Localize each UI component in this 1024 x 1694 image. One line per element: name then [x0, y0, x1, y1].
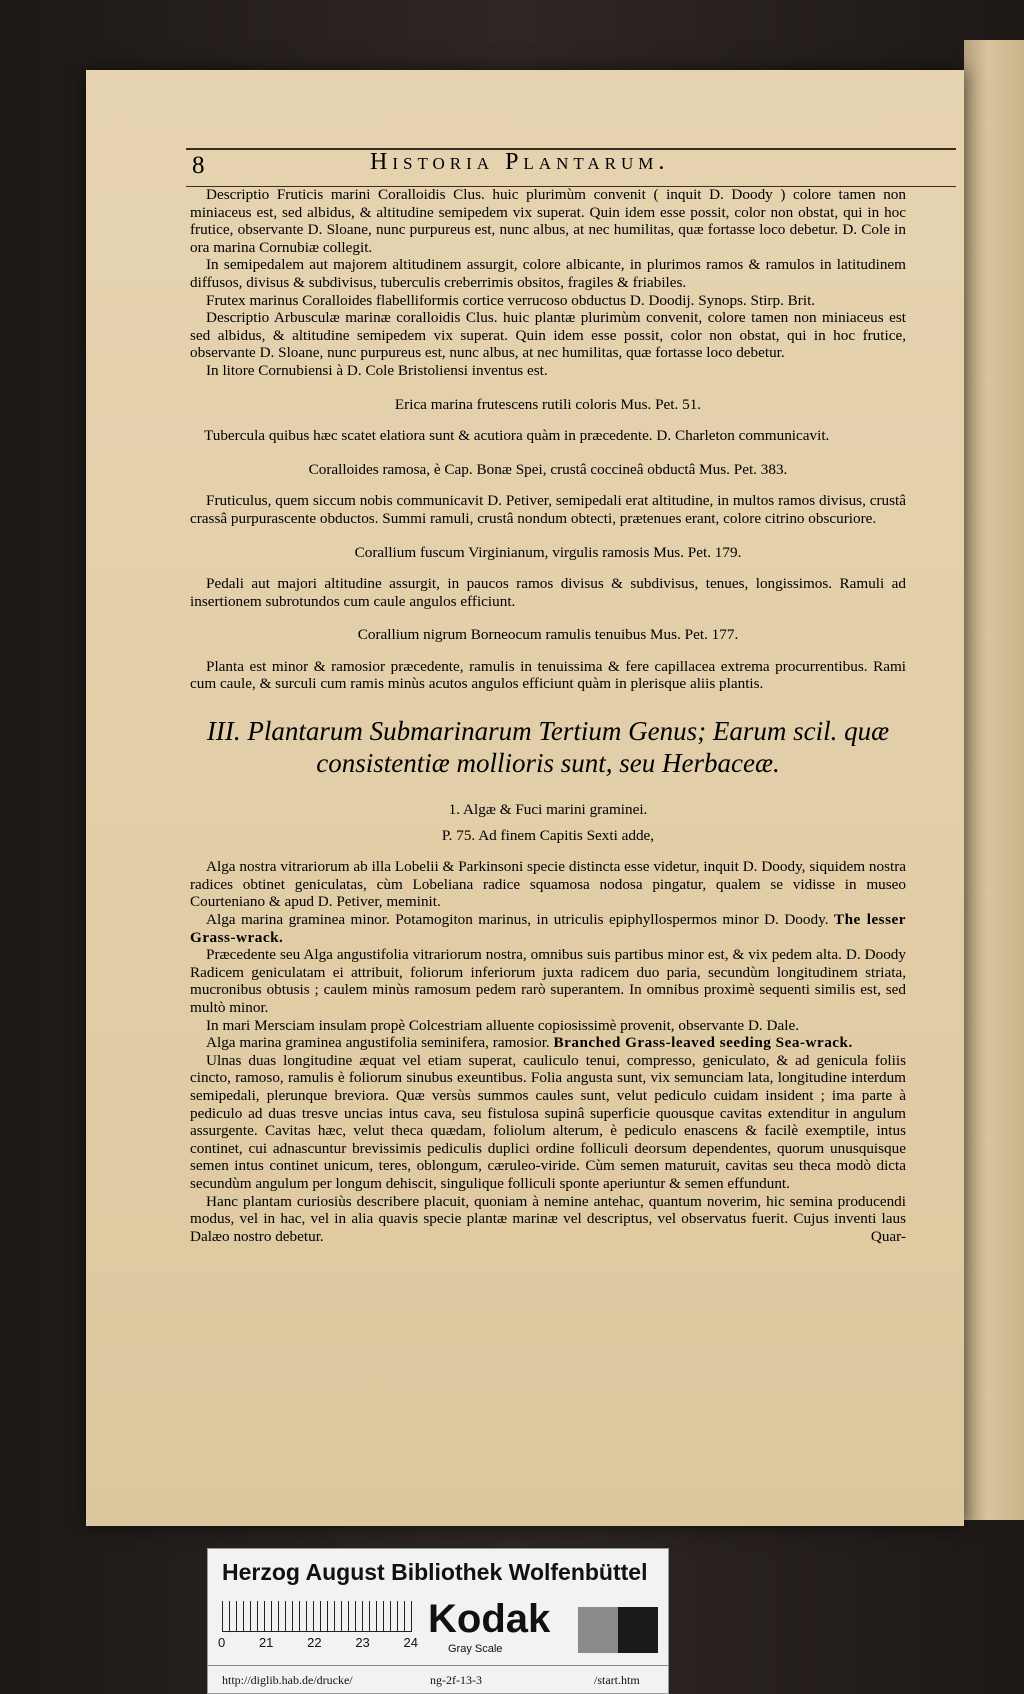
paragraph: Præcedente seu Alga angustifolia vitrariorum nostra, omnibus suis partibus minor est, & vix pedem alta. D. Doody Radicem geniculatam ei attribuit, foliorum inferiorum juxta radicem duo paria, secundùm longitudinem striata, mucronibus obtusis ; caulem minùs ramosum pedem rarò superantem. In omnibus proximè sequenti similis est, sed multò minor. — [190, 946, 906, 1016]
shelfmark: ng-2f-13-3 — [430, 1673, 482, 1687]
library-name: Herzog August Bibliothek Wolfenbüttel — [222, 1559, 648, 1585]
ruler-label: 24 — [403, 1635, 418, 1650]
source-url: http://diglib.hab.de/drucke/ — [222, 1673, 353, 1687]
ruler-label: 23 — [355, 1635, 370, 1650]
paragraph: In litore Cornubiensi à D. Cole Bristoliensi inventus est. — [206, 361, 548, 379]
subsection-title: 1. Algæ & Fuci marini graminei. — [448, 801, 648, 819]
paragraph: Frutex marinus Coralloides flabelliformis cortice verrucoso obductus D. Doodij. Synops. Stirp. Brit. — [206, 291, 816, 309]
paragraph — [190, 1193, 906, 1246]
latin-name: Alga marina graminea minor. Potamogiton marinus, in utriculis epiphyllospermos minor D. Doody. — [206, 911, 829, 929]
ruler-labels — [218, 1635, 418, 1650]
paragraph: In mari Mersciam insulam propè Colcestriam alluente copiosissimè provenit, observante D. Dale. — [206, 1016, 799, 1034]
entry-title: Erica marina frutescens rutili coloris Mus. Pet. 51. — [394, 395, 702, 413]
latin-name: Alga marina graminea angustifolia seminifera, ramosior. — [206, 1034, 550, 1052]
kodak-logo: Kodak — [428, 1597, 551, 1641]
english-name: The lesser Grass-wrack. — [190, 911, 906, 946]
paragraph: Descriptio Arbusculæ marinæ coralloidis Clus. huic plantæ plurimùm convenit, colore tamen non miniaceus est sed albidus, & altitudine semipedem vix superat. Quin idem esse possit, color non obstat, qui in hoc frutice, observante D. Sloane, nunc purpureus est, nunc albus, at nec humilitas, quæ fortasse loco debetur. — [190, 309, 906, 362]
scale-ruler — [222, 1601, 412, 1632]
ruler-label: 21 — [258, 1635, 274, 1650]
page-text — [190, 186, 906, 1245]
paragraph: Alga nostra vitrariorum ab illa Lobelii & Parkinsoni specie distincta esse videtur, inquit D. Doody, siquidem nostra radices obtinet geniculatas, cùm Lobeliana radice squamosa nodosa pingatur, qualem se vidisse in museo Courteniano & apud D. Petiver, meminit. — [190, 858, 906, 911]
entry-title: Coralloides ramosa, è Cap. Bonæ Spei, crustâ coccineâ obductâ Mus. Pet. 383. — [308, 460, 788, 478]
paragraph: Fruticulus, quem siccum nobis communicavit D. Petiver, semipedali erat altitudine, in multos ramos divisus, crustâ crassâ purpurascente obductos. Summi ramuli, crustâ nondum obtecti, prætenues erant, colore citrino obscuriore. — [190, 492, 906, 527]
paragraph: Planta est minor & ramosior præcedente, ramulis in tenuissima & fere capillacea extrema procurrentibus. Rami cum caule, & surculi cum ramis minùs acutos angulos efficiunt quàm in plerisque aliis plantis. — [190, 657, 906, 693]
paragraph — [190, 1034, 906, 1052]
gray-swatch — [578, 1607, 618, 1653]
paragraph-text: Hanc plantam curiosiùs describere placuit, quoniam à nemine antehac, quantum noverim, hic semina producendi modus, vel in hac, vel in alia quavis specie plantæ marinæ vel descriptus, vel observatus fuerit. Cujus inventi laus Dalæo nostro debetur. — [190, 1192, 906, 1245]
subsection-note: P. 75. Ad finem Capitis Sexti adde, — [441, 826, 655, 844]
gray-scale-label: Gray Scale — [448, 1643, 503, 1655]
running-head: Historia Plantarum. — [370, 149, 670, 175]
card-footer — [208, 1665, 668, 1694]
page-number: 8 — [192, 152, 205, 179]
paragraph: Descriptio Fruticis marini Coralloidis Clus. huic plurimùm convenit ( inquit D. Doody ) colore tamen non miniaceus est, sed albidus, & altitudine semipedem vix superat. Quin idem esse possit, color non obstat, qui in hoc frutice, observante D. Sloane, nunc purpureus est, nunc albus, at nec humilitas, quæ fortasse loco debetur. D. Cole in ora marina Cornubiæ collegit. — [190, 186, 906, 256]
section-title: III. Plantarum Submarinarum Tertium Genus; Earum scil. quæ consistentiæ mollioris sunt, seu Herbaceæ. — [206, 716, 890, 779]
english-name: Branched Grass-leaved seeding Sea-wrack. — [553, 1034, 853, 1052]
paragraph: Ulnas duas longitudine æquat vel etiam superat, cauliculo tenui, compresso, geniculato, & ad genicula foliis cincto, ramoso, ramulis è foliorum sinubus exeuntibus. Folia angusta sunt, vix semunciam lata, longitudine interdum semipedali, plerunque breviora. Quæ versùs summos caules sunt, velut pediculo cuidam insident ; ima parte à pediculo ad duas tresve uncias intus cava, seu fistulosa supinâ superficie quousque cavitas extenditur in angulum assurgente. Cavitas hæc, velut theca quædam, foliolum alterum, è pediculo enascens & facilè exemptile, intus continet, cui adnascuntur brevissimis pediculis duplici ordine folliculi deorsum dependentes, quorum unusquisque semen intus continet unicum, teres, oblongum, cæruleo-viride. Cùm semen maturuit, cavitas seu theca modò dicta secundùm angulum per longum dehiscit, singulique folliculi sponte aperiuntur & semen effundunt. — [190, 1051, 906, 1192]
ruler-label: 22 — [307, 1635, 322, 1650]
adjacent-page-edge — [964, 40, 1024, 1520]
ruler-label: 0 — [218, 1635, 226, 1650]
paragraph: Pedali aut majori altitudine assurgit, in paucos ramos divisus & subdivisus, tenues, longissimos. Ramuli ad insertionem subrotundos cum caule angulos efficiunt. — [190, 575, 906, 610]
entry-title: Corallium fuscum Virginianum, virgulis ramosis Mus. Pet. 179. — [354, 543, 742, 561]
catchword: Quar- — [870, 1227, 906, 1245]
paragraph — [190, 911, 906, 946]
black-swatch — [618, 1607, 658, 1653]
paragraph: In semipedalem aut majorem altitudinem assurgit, colore albicante, in plurimos ramos & ramulos in latitudinem diffusos, divisus & subdivisus, tuberculis creberrimis obsitos, fragiles & friabiles. — [190, 256, 906, 291]
scan-target-card — [207, 1548, 669, 1694]
entry-title: Corallium nigrum Borneocum ramulis tenuibus Mus. Pet. 177. — [357, 626, 739, 644]
paragraph: Tubercula quibus hæc scatet elatiora sunt & acutiora quàm in præcedente. D. Charleton communicavit. — [204, 427, 830, 445]
start-page: /start.htm — [594, 1673, 640, 1687]
